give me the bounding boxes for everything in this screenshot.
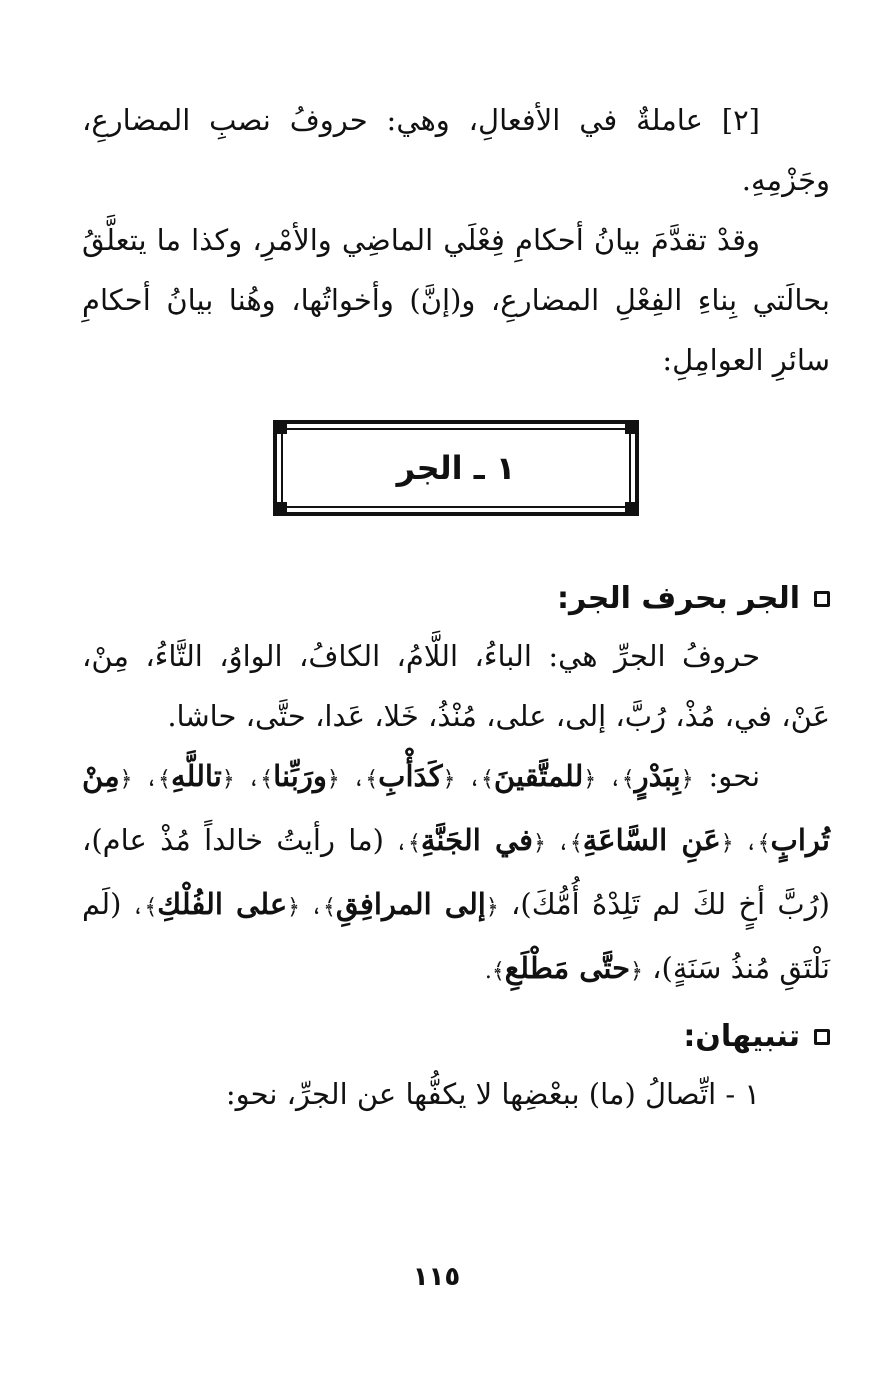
ornate-bracket: ﴿ bbox=[442, 767, 456, 792]
ornate-bracket: ﴿ bbox=[532, 831, 546, 856]
quran-quote: كَدَأْبِ bbox=[378, 759, 443, 793]
ornate-bracket: ﴾، bbox=[545, 831, 583, 856]
ornate-bracket: ﴾، bbox=[234, 767, 274, 792]
square-bullet-icon bbox=[814, 591, 830, 607]
ornate-bracket: ﴿ bbox=[221, 767, 235, 792]
ornate-bracket: ﴿ bbox=[720, 831, 734, 856]
ornate-bracket: ﴿ bbox=[119, 767, 133, 792]
subheading-jarr bbox=[82, 572, 830, 626]
ornate-bracket: ﴿ bbox=[680, 767, 694, 792]
ornate-bracket: ﴾، bbox=[339, 767, 379, 792]
ornate-bracket: ﴿ bbox=[485, 895, 499, 920]
subheading-text: الجر بحرف الجر: bbox=[557, 581, 800, 616]
ornate-bracket: ﴾، bbox=[132, 767, 171, 792]
ornate-bracket: ﴾، bbox=[455, 767, 494, 792]
section-title-frame bbox=[273, 420, 639, 516]
example-text: (ما رأيتُ خالداً مُذْ عام)، (رُبَّ أخٍ لكَ لم تَلِدْهُ أُمُّكَ)، bbox=[82, 823, 830, 921]
quran-quote: إلى المرافِقِ bbox=[335, 887, 486, 921]
quran-quote: مِنْ تُرابٍ bbox=[82, 759, 830, 857]
quran-quote: في الجَنَّةِ bbox=[420, 823, 533, 857]
ornate-bracket: ﴿ bbox=[326, 767, 340, 792]
quran-quote: تاللَّهِ bbox=[170, 759, 222, 793]
section-title: ١ ـ الجر bbox=[396, 449, 516, 487]
ornate-bracket: ﴾، bbox=[300, 895, 336, 920]
subheading-text: تنبيهان: bbox=[683, 1019, 800, 1054]
subheading-notes bbox=[82, 1010, 830, 1064]
page-body bbox=[82, 90, 830, 1124]
examples-paragraph bbox=[82, 746, 830, 1002]
quran-quote: ورَبِّنا bbox=[273, 759, 327, 793]
quran-quote: عَنِ السَّاعَةِ bbox=[582, 823, 721, 857]
intro-paragraph-1: [٢] عاملةٌ في الأفعالِ، وهي: حروفُ نصبِ المضارعِ، وجَزْمِهِ. bbox=[82, 103, 830, 197]
letters-paragraph: حروفُ الجرِّ هي: الباءُ، اللَّامُ، الكافُ، الواوُ، التَّاءُ، مِنْ، عَنْ، في، مُذْ، رُبَّ، إلى، على، مُنْذُ، خَلا، عَدا، حتَّى، حاشا. bbox=[82, 639, 830, 733]
page-number: ١١٥ bbox=[412, 1262, 461, 1292]
ornate-bracket: ﴾، bbox=[383, 831, 421, 856]
quran-quote: للمتَّقينَ bbox=[493, 759, 584, 793]
ornate-bracket: ﴿ bbox=[583, 767, 597, 792]
square-bullet-icon bbox=[814, 1029, 830, 1045]
intro-paragraph-2: وقدْ تقدَّمَ بيانُ أحكامِ فِعْلَي الماضِي والأمْرِ، وكذا ما يتعلَّقُ بحالَتي بِناءِ الفِعْلِ المضارعِ، و(إنَّ) وأخواتُها، وهُنا بيانُ أحكامِ سائرِ العوامِلِ: bbox=[82, 223, 830, 377]
note-1-paragraph: ١ - اتِّصالُ (ما) ببعْضِها لا يكفُّها عن الجرِّ، نحو: bbox=[225, 1077, 760, 1111]
ornate-bracket: ﴾، bbox=[596, 767, 635, 792]
ornate-bracket: ﴾. bbox=[484, 959, 505, 984]
quran-quote: بِبَدْرٍ bbox=[634, 759, 681, 793]
ornate-bracket: ﴿ bbox=[630, 959, 643, 984]
ornate-bracket: ﴾، bbox=[121, 895, 158, 920]
ornate-bracket: ﴾، bbox=[733, 831, 771, 856]
examples-lead: نحو: bbox=[693, 759, 761, 793]
example-text: (لَم نَلْتَقِ مُنذُ سَنَةٍ)، bbox=[82, 887, 830, 985]
quran-quote: حتَّى مَطْلَعِ bbox=[504, 951, 631, 985]
ornate-bracket: ﴿ bbox=[287, 895, 301, 920]
frame-inner-border bbox=[281, 428, 631, 508]
quran-quote: على الفُلْكِ bbox=[157, 887, 288, 921]
